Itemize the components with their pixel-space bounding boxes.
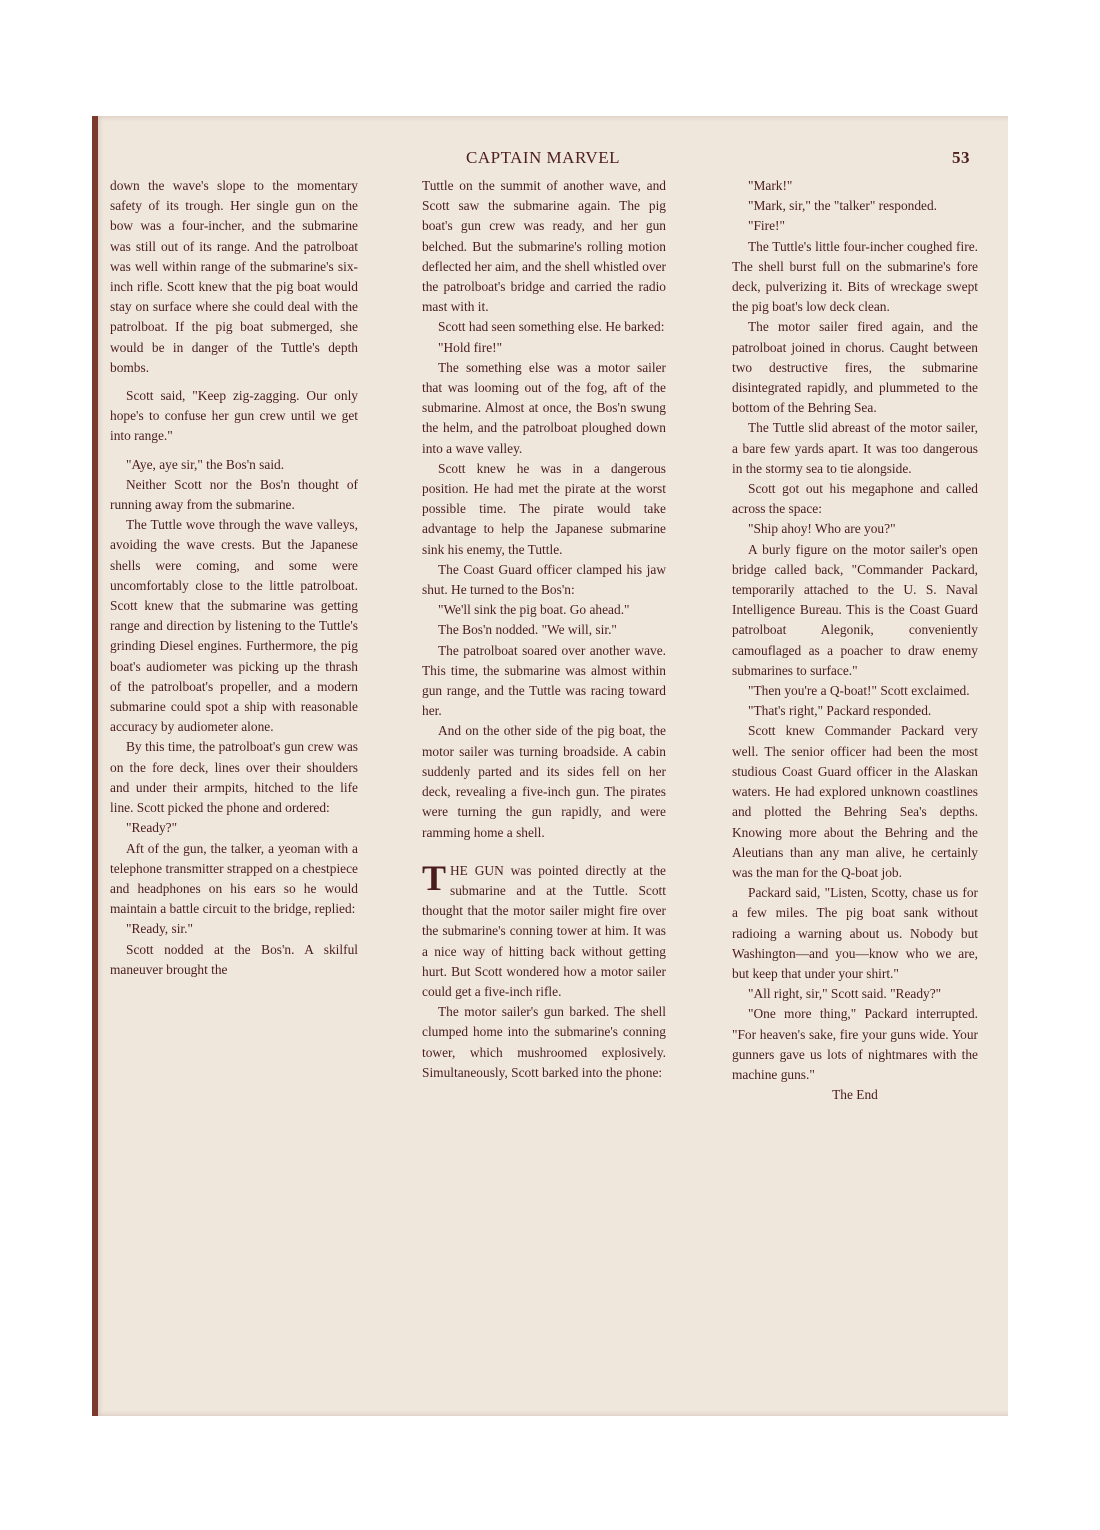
- paragraph: Neither Scott nor the Bos'n thought of running away from the submarine.: [110, 476, 358, 513]
- column-1: [110, 176, 358, 980]
- paragraph: "Mark!": [748, 178, 793, 193]
- paragraph: The Coast Guard officer clamped his jaw shut. He turned to the Bos'n:: [422, 561, 666, 598]
- running-header: [92, 148, 1008, 172]
- magazine-page: [92, 116, 1008, 1416]
- paragraph: "Ready?": [126, 820, 178, 836]
- paragraph: Aft of the gun, the talker, a yeoman with a telephone transmitter strapped on a chestpiece and headphones on his ears so he would maintain a battle circuit to the bridge, replied:: [110, 840, 358, 917]
- column-3: [732, 176, 978, 1105]
- paragraph: "One more thing," Packard interrupted. "For heaven's sake, fire your guns wide. Your gunners gave us lots of nightmares with the machine guns.": [732, 1006, 978, 1082]
- page-number: 53: [952, 148, 970, 167]
- paragraph: The patrolboat soared over another wave. This time, the submarine was almost within gun range, and the Tuttle was racing toward her.: [422, 642, 666, 719]
- page-binding-edge: [92, 116, 98, 1416]
- paragraph: "Then you're a Q-boat!" Scott exclaimed.: [748, 683, 970, 699]
- paragraph: "Hold fire!": [438, 339, 503, 355]
- paragraph: Tuttle on the summit of another wave, and Scott saw the submarine again. The pig boat's gun crew was ready, and her gun belched. But the submarine's rolling motion deflected her aim, and the shell whistled over the patrolboat's bridge and carried the radio mast with it.: [422, 178, 666, 315]
- paragraph: "All right, sir," Scott said. "Ready?": [748, 986, 942, 1002]
- paragraph: Scott knew he was in a dangerous position. He had met the pirate at the worst possible time. The pirate would take advantage to help the Japanese submarine sink his enemy, the Tuttle.: [422, 460, 666, 557]
- paragraph: And on the other side of the pig boat, the motor sailer was turning broadside. A cabin suddenly parted and its sides fell on her deck, revealing a five-inch gun. The pirates were turning the gun rapidly, and were ramming home a shell.: [422, 723, 666, 840]
- paragraph: A burly figure on the motor sailer's open bridge called back, "Commander Packard, temporarily attached to the U. S. Naval Intelligence Bureau. This is the Coast Guard patrolboat Alegonik, conveniently camouflaged as a poacher to draw enemy submarines to surface.": [732, 541, 978, 678]
- running-title: CAPTAIN MARVEL: [466, 148, 620, 167]
- paragraph: By this time, the patrolboat's gun crew was on the fore deck, lines over their shoulders and under their armpits, hitched to the life line. Scott picked the phone and ordered:: [110, 739, 358, 816]
- paragraph: "We'll sink the pig boat. Go ahead.": [438, 602, 630, 618]
- paragraph: The Bos'n nodded. "We will, sir.": [438, 622, 617, 638]
- drop-cap: T: [422, 857, 447, 898]
- end-marker: The End: [832, 1087, 878, 1103]
- column-2: [422, 176, 666, 1083]
- paragraph: The Tuttle slid abreast of the motor sailer, a bare few yards apart. It was too dangerous in the stormy sea to tie alongside.: [732, 420, 978, 476]
- paragraph: Scott nodded at the Bos'n. A skilful maneuver brought the: [110, 941, 358, 977]
- paragraph: "Ship ahoy! Who are you?": [748, 521, 896, 537]
- paragraph: The motor sailer's gun barked. The shell clumped home into the submarine's conning tower, which mushroomed explosively. Simultaneously, Scott barked into the phone:: [422, 1004, 666, 1080]
- paragraph: The Tuttle wove through the wave valleys, avoiding the wave crests. But the Japanese shells were coming, and some were uncomfortably close to the little patrolboat. Scott knew that the submarine was getting range and direction by listening to the Tuttle's grinding Diesel engines. Furthermore, the pig boat's audiometer was picking up the thrash of the patrolboat's propeller, and a modern submarine could spot a ship with reasonable accuracy by audiometer alone.: [110, 517, 358, 735]
- paragraph: The motor sailer fired again, and the patrolboat joined in chorus. Caught between two destructive fires, the submarine disintegrated rapidly, and plummeted to the bottom of the Behring Sea.: [732, 319, 978, 416]
- paragraph: "Mark, sir," the "talker" responded.: [748, 198, 938, 214]
- paragraph: The something else was a motor sailer that was looming out of the fog, aft of the submarine. Almost at once, the Bos'n swung the helm, and the patrolboat ploughed down into a wave valley.: [422, 359, 666, 456]
- paragraph: "Fire!": [748, 218, 785, 234]
- paragraph: Scott said, "Keep zig-zagging. Our only hope's to confuse her gun crew until we get into range.": [110, 388, 358, 444]
- paragraph: "Ready, sir.": [126, 921, 193, 937]
- section-paragraph: [422, 857, 666, 1002]
- paragraph: Scott had seen something else. He barked:: [438, 319, 665, 335]
- paragraph: "Aye, aye sir," the Bos'n said.: [126, 456, 285, 472]
- paragraph: down the wave's slope to the momentary safety of its trough. Her single gun on the bow was a four-incher, and the submarine was still out of its range. And the patrolboat was well within range of the submarine's six-inch rifle. Scott knew that the pig boat would stay on surface where she could deal with the patrolboat. If the pig boat submerged, she would be in danger of the Tuttle's depth bombs.: [110, 178, 358, 375]
- paragraph: Scott got out his megaphone and called across the space:: [732, 481, 978, 517]
- paragraph: "That's right," Packard responded.: [748, 703, 932, 719]
- paragraph: The Tuttle's little four-incher coughed fire. The shell burst full on the submarine's fore deck, pulverizing it. Bits of wreckage swept the pig boat's low deck clean.: [732, 238, 978, 315]
- paragraph: Scott knew Commander Packard very well. The senior officer had been the most studious Coast Guard officer in the Alaskan waters. He had explored unknown coastlines and plotted the Behring Sea's depths. Knowing more about the Behring and the Aleutians than any man alive, he certainly was the man for the Q-boat job.: [732, 723, 978, 880]
- paragraph-text: HE GUN was pointed directly at the submarine and at the Tuttle. Scott thought that the motor sailer might fire over the submarine's conning tower at him. It was a nice way of hitting back without getting hurt. But Scott wondered how a motor sailer could get a five-inch rifle.: [422, 862, 666, 999]
- paragraph: Packard said, "Listen, Scotty, chase us for a few miles. The pig boat sank without radioing a warning about us. Nobody but Washington—and you—know who we are, but keep that under your shirt.": [732, 885, 978, 981]
